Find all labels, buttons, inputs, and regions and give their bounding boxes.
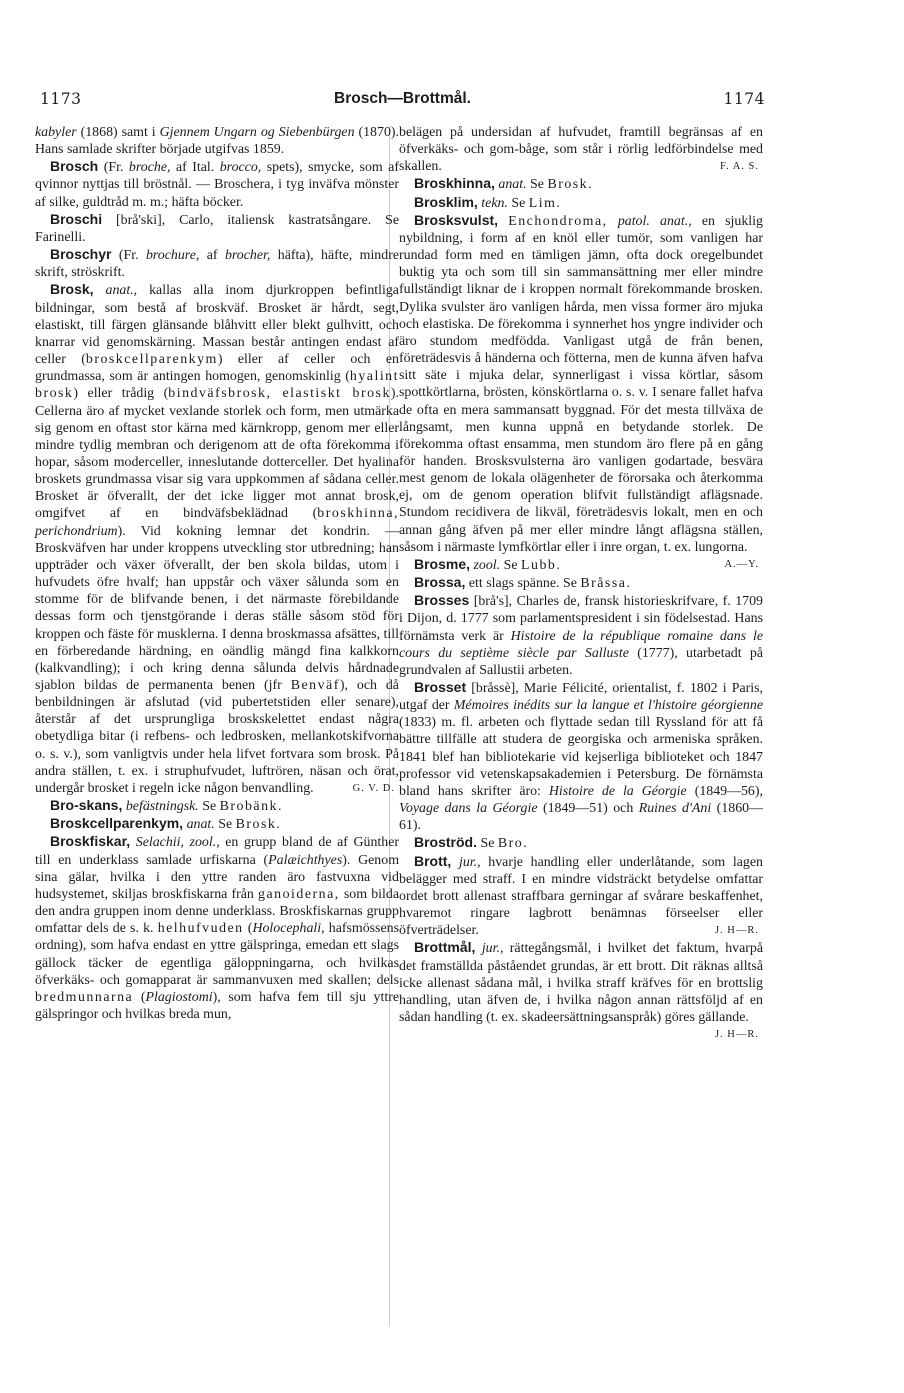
entry-brosk: Brosk, anat., kallas alla inom djurkroppen befintliga bildningar, som bestå af broskväf. Brosket är hårdt, segt, elastiskt, till färgen glänsande blåhvitt eller blekt gulhvitt, och knarrar vid genomskärning. Massan består antingen endast af celler (broskcellparenkym) eller af celler och en grundmassa, som är antingen homogen, genomskinlig (hyalint brosk) eller trådig (bindväfsbrosk, elastiskt brosk). Cellerna äro af mycket vexlande storlek och form, men utmärka sig genom en oftast stor kärna med kärnkropp, genom mer eller mindre tydlig membran och derigenom att de ofta förekomma i hopar, såsom moderceller, inneslutande dotterceller. Det hyalina broskets grundmassa visar sig vara uppkommen af sådana celler. Brosket är öfverallt, der det icke ligger mot annat brosk, omgifvet af en bindväfsbeklädnad (broskhinna, perichondrium). Vid kokning lemnar det kondrin. — Broskväfven har under kroppens utveckling stor utbredning; han uppträder och växer öfverallt, der ben skola bildas, utom i hufvudets öfre hvalf; han uppstår och växer sålunda som en stomme för de blifvande benen, i det närmaste förebildande dessas form och tjenstgörande i deras ställe såsom stöd för kroppen och fäste för musklerna. I denna broskmassa afsättes, till en förberedande härdning, en oändlig mängd fina kalkkorn (kalkvandling); i och kring denna sålunda delvis hårdnade sjablon bildas de permanenta benen (jfr Benväf), och då benbildningen är afslutad (vid pubertetstiden eller senare), återstår af det ursprungliga broskskelettet endast några obetydliga bitar (i refbens- och ledbrosken, mellankotskifvorna o. s. v.), som vanligtvis under hela lifvet fortvara som brosk. På andra ställen, t. ex. i struphufvudet, luftrören, näsan och örat, undergår brosket i regeln icke någon benvandling. G. V. D.: [35, 281, 400, 796]
entry-bro-skans: Bro-skans, befästningsk. Se Brobänk.: [50, 797, 283, 815]
headword: Brosch: [50, 158, 99, 175]
headword: Brosset: [414, 679, 467, 695]
page-title: Brosch—Brottmål.: [334, 90, 471, 107]
entry-brosksvulst: Brosksvulst, Enchondroma, patol. anat., en sjuklig nybildning, i form af en knöl eller tumör, som vanligen har rundad form med en tämligen jämn, ofta dock oregelbundet buktig yta och som till sin sammansättning mer eller mindre fullständigt liknar de i kroppen normalt förekommande brosken. Dylika svulster äro vanligen hårda, men vissa former äro mjuka och elastiska. De förekomma i synnerhet hos yngre individer och äro stundom medfödda. Vanligast utgå de från benen, företrädesvis å händerna och fötterna, men de kunna äfven hafva sitt säte i mjuka delar, synnerligast i vissa körtlar, såsom spottkörtlarna, brösten, könskörtlarna o. s. v. I senare fallet hafva de ofta en mera sammansatt byggnad. För det mesta tillväxa de långsamt, men kunna uppnå en betydande storlek. De förekomma oftast ensamma, men stundom äro flere på en gång för handen. Brosksvulsterna äro vanligen godartade, besvära mest genom de lokala olägenheter de förorsaka och återkomma ej, om de genom operation blifvit fullständigt aflägsnade. Stundom recidivera de likväl, företrädesvis lokalt, men en och annan gång äfven på mer eller mindre långt aflägsna ställen, såsom i närmaste lymfkörtlar eller i inre organ, t. ex. lungorna. A.—Y.: [399, 212, 763, 556]
headword: Brosme,: [414, 555, 471, 572]
entry-broschi: Broschi [brå'ski], Carlo, italiensk kastratsångare. Se Farinelli.: [35, 210, 399, 245]
headword: Bro-skans,: [50, 797, 123, 814]
entry-brossa: Brossa, ett slags spänne. Se Bråssa.: [414, 574, 632, 592]
entry-broskhinna: Broskhinna, anat. Se Brosk.: [414, 175, 594, 193]
entry-brosklim: Brosklim, tekn. Se Lim.: [414, 193, 562, 211]
entry-brottmal: Brottmål, jur., rättegångsmål, i hvilket det faktum, hvarpå det framställda påståendet grundas, är ett brott. Dit räknas alltså icke allenast sådana mål, i hvilka straff kräfves för en brottslig handling, utan äfven de, i hvilka någon annan rättsföljd af en sådan handling (t. ex. skadeersättningsanspråk) göres gällande. J. H—R.: [399, 939, 763, 1026]
headword: Brosksvulst,: [414, 211, 499, 228]
entry-brostrod: Broströd. Se Bro.: [414, 834, 529, 852]
entry-broskfiskar: Broskfiskar, Selachii, zool., en grupp bland de af Günther till en underklass samlade urfiskarna (Palæichthyes). Genom sina gälar, hvilka i den yttre randen äro fastvuxna vid hudsystemet, skiljas broskfiskarna från ganoiderna, som bilda den andra gruppen inom denne underklass. Broskfiskarnas grupp omfattar dels de s. k. helhufvuden (Holocephali, hafsmössens ordning), som hafva endast en yttre gälspringa, emedan ett slags gällock täcker de egentliga gäloppningarna, och hvilkas öfverkäks- och gomapparat är sammanvuxen med skallen; dels bredmunnarna (Plagiostomi), som hafva fem till sju yttre gälspringor och hvilkas breda mun,: [35, 833, 399, 1022]
running-header: [40, 90, 765, 114]
headword: Brosses: [414, 592, 470, 609]
right-column: [399, 124, 763, 1043]
entry-broschyr: Broschyr (Fr. brochure, af brocher, häfta), häfte, mindre skrift, ströskrift.: [35, 246, 399, 281]
headword: Brott,: [414, 852, 452, 869]
headword: Broskhinna,: [414, 175, 495, 192]
entry-brosses: Brosses [brå's], Charles de, fransk historieskrifvare, f. 1709 i Dijon, d. 1777 som parlamentspresident i sin födelsestad. Hans förnämsta verk är Histoire de la république romaine dans le cours du septième siècle par Salluste (1777), utarbetadt på grundvalen af Sallustii arbeten.: [399, 592, 763, 678]
entry-brott: Brott, jur., hvarje handling eller underlåtande, som lagen belägger med straff. I en mindre vidsträckt betydelse omfattar ordet brott allenast straffbara gerningar af svårare beskaffenhet, hvaremot ringare lagbrott benämnas förseelser eller öfverträdelser. J. H—R.: [399, 852, 763, 939]
entry-broskcellparenkym: Broskcellparenkym, anat. Se Brosk.: [50, 815, 282, 833]
headword: Brosklim,: [414, 193, 478, 210]
author-signature: G. V. D.: [352, 782, 395, 794]
page-number-left: 1173: [40, 90, 82, 108]
left-column: [35, 124, 399, 1023]
headword: Broströd.: [414, 834, 477, 851]
author-signature: A.—Y.: [724, 558, 759, 570]
entry-continuation: kabyler (1868) samt i Gjennem Ungarn og Siebenbürgen (1870). Hans samlade skrifter började utgifvas 1859.: [35, 125, 399, 158]
entry-brosset: Brosset [bråssè], Marie Félicité, orientalist, f. 1802 i Paris, utgaf der Mémoires inédits sur la langue et l'histoire géorgienne (1833) m. fl. arbeten och flyttade sedan till Ryssland för att få bättre tillfälle att studera de georgiska och armeniska språken. 1841 blef han bibliotekarie vid kejserliga biblioteket och 1847 professor vid vetenskapsakademien i Petersburg. De förnämsta bland hans skrifter äro: Histoire de la Géorgie (1849—56), Voyage dans la Géorgie (1849—51) och Ruines d'Ani (1860—61).: [399, 679, 763, 834]
author-signature: J. H—R.: [714, 925, 759, 937]
entry-brosch: Brosch (Fr. broche, af Ital. brocco, spets), smycke, som af qvinnor nyttjas till bröstnål. — Broschera, i tyg inväfva mönster af silke, guldtråd m. m.; häfta böcker.: [35, 158, 399, 210]
author-signature: J. H—R.: [714, 1029, 759, 1041]
headword: Broskcellparenkym,: [50, 815, 184, 832]
headword: Broschi: [50, 210, 103, 227]
headword: Brossa,: [414, 574, 466, 591]
entry-continuation: belägen på undersidan af hufvudet, framtill begränsas af en öfverkäks- och gom-båge, som står i rörlig ledförbindelse med skallen. F. A. S.: [399, 125, 763, 175]
headword: Brottmål,: [414, 939, 476, 956]
headword: Broskfiskar,: [50, 833, 131, 850]
author-signature: F. A. S.: [720, 161, 759, 173]
headword: Brosk,: [50, 281, 94, 298]
headword: Broschyr: [50, 246, 112, 263]
entry-brosme: Brosme, zool. Se Lubb.: [414, 555, 562, 573]
page-number-right: 1174: [723, 90, 765, 108]
